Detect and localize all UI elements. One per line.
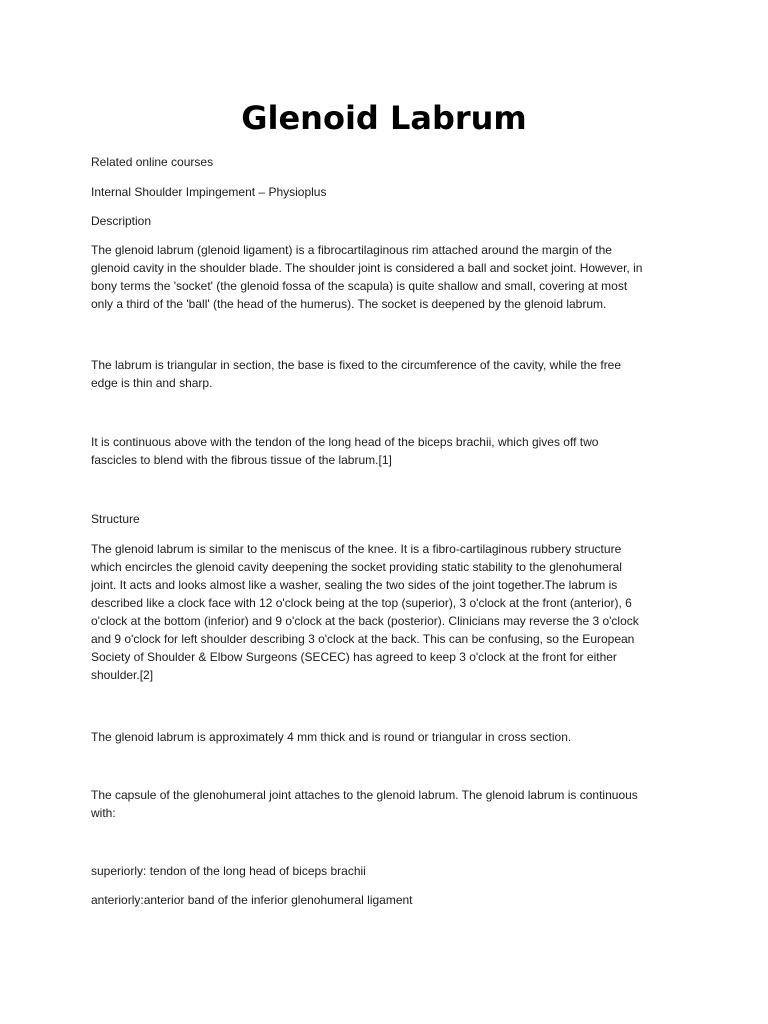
description-paragraph [91, 241, 671, 313]
text-line: only a third of the 'ball' (the head of the humerus). The socket is deepened by the glenoid labrum. [91, 297, 607, 311]
text-line: which encircles the glenoid cavity deepening the socket providing static stability to the glenohumeral [91, 560, 622, 574]
description-heading [91, 212, 671, 230]
course-link[interactable] [91, 183, 671, 201]
related-courses-heading [91, 153, 671, 171]
text-line: It is continuous above with the tendon of the long head of the biceps brachii, which gives off two [91, 435, 599, 449]
thickness-paragraph [91, 728, 671, 746]
text-line: joint. It acts and looks almost like a washer, sealing the two sides of the joint together.The labrum is [91, 578, 618, 592]
text-line: The glenoid labrum is approximately 4 mm thick and is round or triangular in cross section. [91, 730, 572, 744]
text-line: o'clock at the bottom (inferior) and 9 o'clock at the back (posterior). Clinicians may reverse the 3 o'clock [91, 614, 639, 628]
text-line: Society of Shoulder & Elbow Surgeons (SECEC) has agreed to keep 3 o'clock at the front for either [91, 650, 617, 664]
continuous-paragraph [91, 433, 671, 469]
text-line: The labrum is triangular in section, the base is fixed to the circumference of the cavity, while the free [91, 358, 622, 372]
structure-heading [91, 510, 671, 528]
text-line: Description [91, 214, 152, 228]
text-line: The glenoid labrum is similar to the meniscus of the knee. It is a fibro-cartilaginous rubbery structure [91, 542, 622, 556]
text-line: The glenoid labrum (glenoid ligament) is a fibrocartilaginous rim attached around the margin of the [91, 243, 612, 257]
page-title: Glenoid Labrum [241, 99, 527, 137]
text-line: glenoid cavity in the shoulder blade. The shoulder joint is considered a ball and socket joint. However, in [91, 261, 643, 275]
text-line: superiorly: tendon of the long head of biceps brachii [91, 864, 366, 878]
text-line: and 9 o'clock for left shoulder describing 3 o'clock at the back. This can be confusing, so the European [91, 632, 635, 646]
text-line: Related online courses [91, 155, 214, 169]
text-line: bony terms the 'socket' (the glenoid fossa of the scapula) is quite shallow and small, covering at most [91, 279, 628, 293]
anteriorly-item [91, 891, 671, 909]
capsule-paragraph [91, 786, 671, 822]
text-line: anteriorly:anterior band of the inferior glenohumeral ligament [91, 893, 413, 907]
text-line: shoulder.[2] [91, 668, 154, 682]
triangular-paragraph [91, 356, 671, 392]
text-line[interactable]: Internal Shoulder Impingement – Physioplus [91, 185, 327, 199]
superiorly-item [91, 862, 671, 880]
structure-paragraph [91, 540, 671, 684]
text-line: The capsule of the glenohumeral joint attaches to the glenoid labrum. The glenoid labrum is continuous [91, 788, 638, 802]
text-line: fascicles to blend with the fibrous tissue of the labrum.[1] [91, 453, 392, 467]
text-line: with: [91, 806, 116, 820]
text-line: described like a clock face with 12 o'clock being at the top (superior), 3 o'clock at the front (anterior), 6 [91, 596, 632, 610]
text-line: Structure [91, 512, 140, 526]
text-line: edge is thin and sharp. [91, 376, 213, 390]
